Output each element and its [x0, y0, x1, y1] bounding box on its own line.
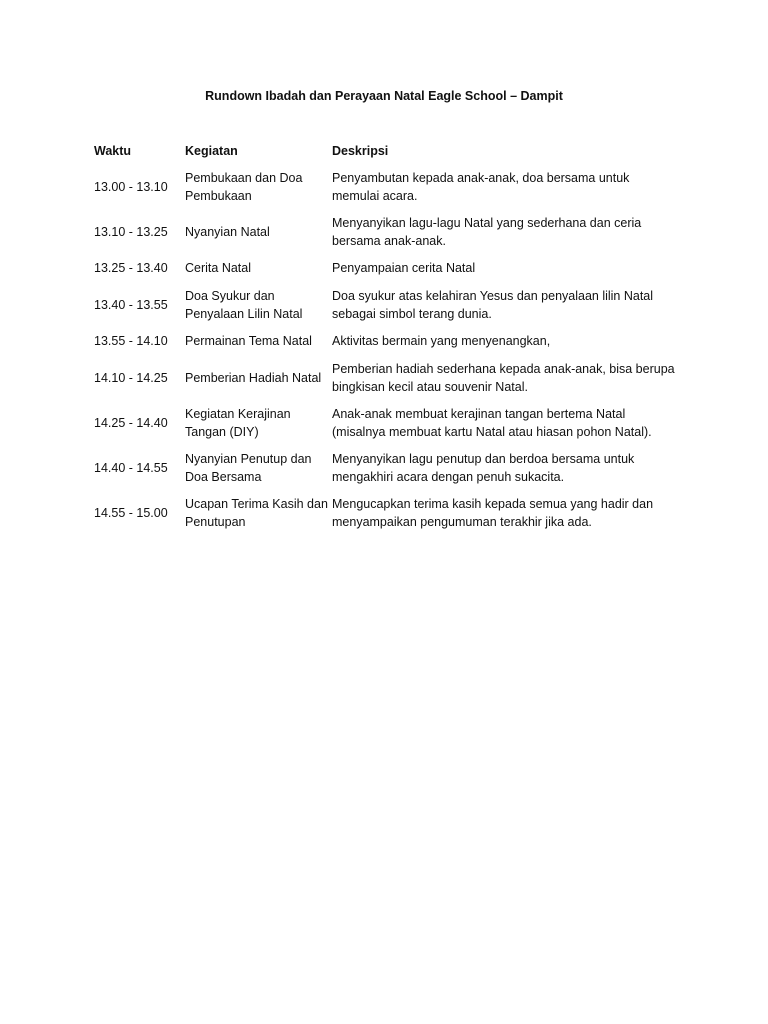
table-row — [94, 209, 680, 254]
row-time: 13.00 - 13.10 — [94, 180, 168, 194]
row-time: 13.10 - 13.25 — [94, 225, 168, 239]
row-time: 13.25 - 13.40 — [94, 261, 168, 275]
row-description: Menyanyikan lagu-lagu Natal yang sederhana dan ceria bersama anak-anak. — [332, 216, 642, 248]
header-time: Waktu — [94, 144, 132, 158]
row-activity: Cerita Natal — [185, 261, 251, 275]
header-description: Deskripsi — [332, 144, 389, 158]
row-description: Penyambutan kepada anak-anak, doa bersama untuk memulai acara. — [332, 171, 630, 203]
row-description: Pemberian hadiah sederhana kepada anak-anak, bisa berupa bingkisan kecil atau souvenir Natal. — [332, 362, 675, 394]
row-time: 14.25 - 14.40 — [94, 416, 168, 430]
row-description: Mengucapkan terima kasih kepada semua yang hadir dan menyampaikan pengumuman terakhir jika ada. — [332, 497, 654, 529]
row-description: Doa syukur atas kelahiran Yesus dan penyalaan lilin Natal sebagai simbol terang dunia. — [332, 289, 654, 321]
row-description: Anak-anak membuat kerajinan tangan bertema Natal (misalnya membuat kartu Natal atau hiasan pohon Natal). — [332, 407, 652, 439]
table-row — [94, 445, 680, 490]
row-time: 14.55 - 15.00 — [94, 506, 168, 520]
row-activity: Kegiatan Kerajinan Tangan (DIY) — [185, 407, 291, 439]
table-row — [94, 164, 680, 209]
schedule-table — [94, 141, 680, 535]
row-description: Penyampaian cerita Natal — [332, 261, 476, 275]
header-activity: Kegiatan — [185, 144, 238, 158]
row-time: 13.55 - 14.10 — [94, 334, 168, 348]
row-activity: Pembukaan dan Doa Pembukaan — [185, 171, 303, 203]
row-activity: Nyanyian Penutup dan Doa Bersama — [185, 452, 312, 484]
row-activity: Pemberian Hadiah Natal — [185, 371, 322, 385]
row-time: 13.40 - 13.55 — [94, 298, 168, 312]
table-row — [94, 400, 680, 445]
row-description: Menyanyikan lagu penutup dan berdoa bersama untuk mengakhiri acara dengan penuh sukacita. — [332, 452, 635, 484]
table-row — [94, 355, 680, 400]
table-row — [94, 490, 680, 535]
table-row — [94, 327, 680, 355]
row-time: 14.10 - 14.25 — [94, 371, 168, 385]
row-activity: Permainan Tema Natal — [185, 334, 312, 348]
row-activity: Nyanyian Natal — [185, 225, 270, 239]
row-activity: Doa Syukur dan Penyalaan Lilin Natal — [185, 289, 303, 321]
row-description: Aktivitas bermain yang menyenangkan, — [332, 334, 551, 348]
document-title: Rundown Ibadah dan Perayaan Natal Eagle School – Dampit — [205, 89, 563, 103]
row-activity: Ucapan Terima Kasih dan Penutupan — [185, 497, 328, 529]
table-header-row — [94, 141, 680, 164]
row-time: 14.40 - 14.55 — [94, 461, 168, 475]
table-row — [94, 254, 680, 282]
table-row — [94, 282, 680, 327]
